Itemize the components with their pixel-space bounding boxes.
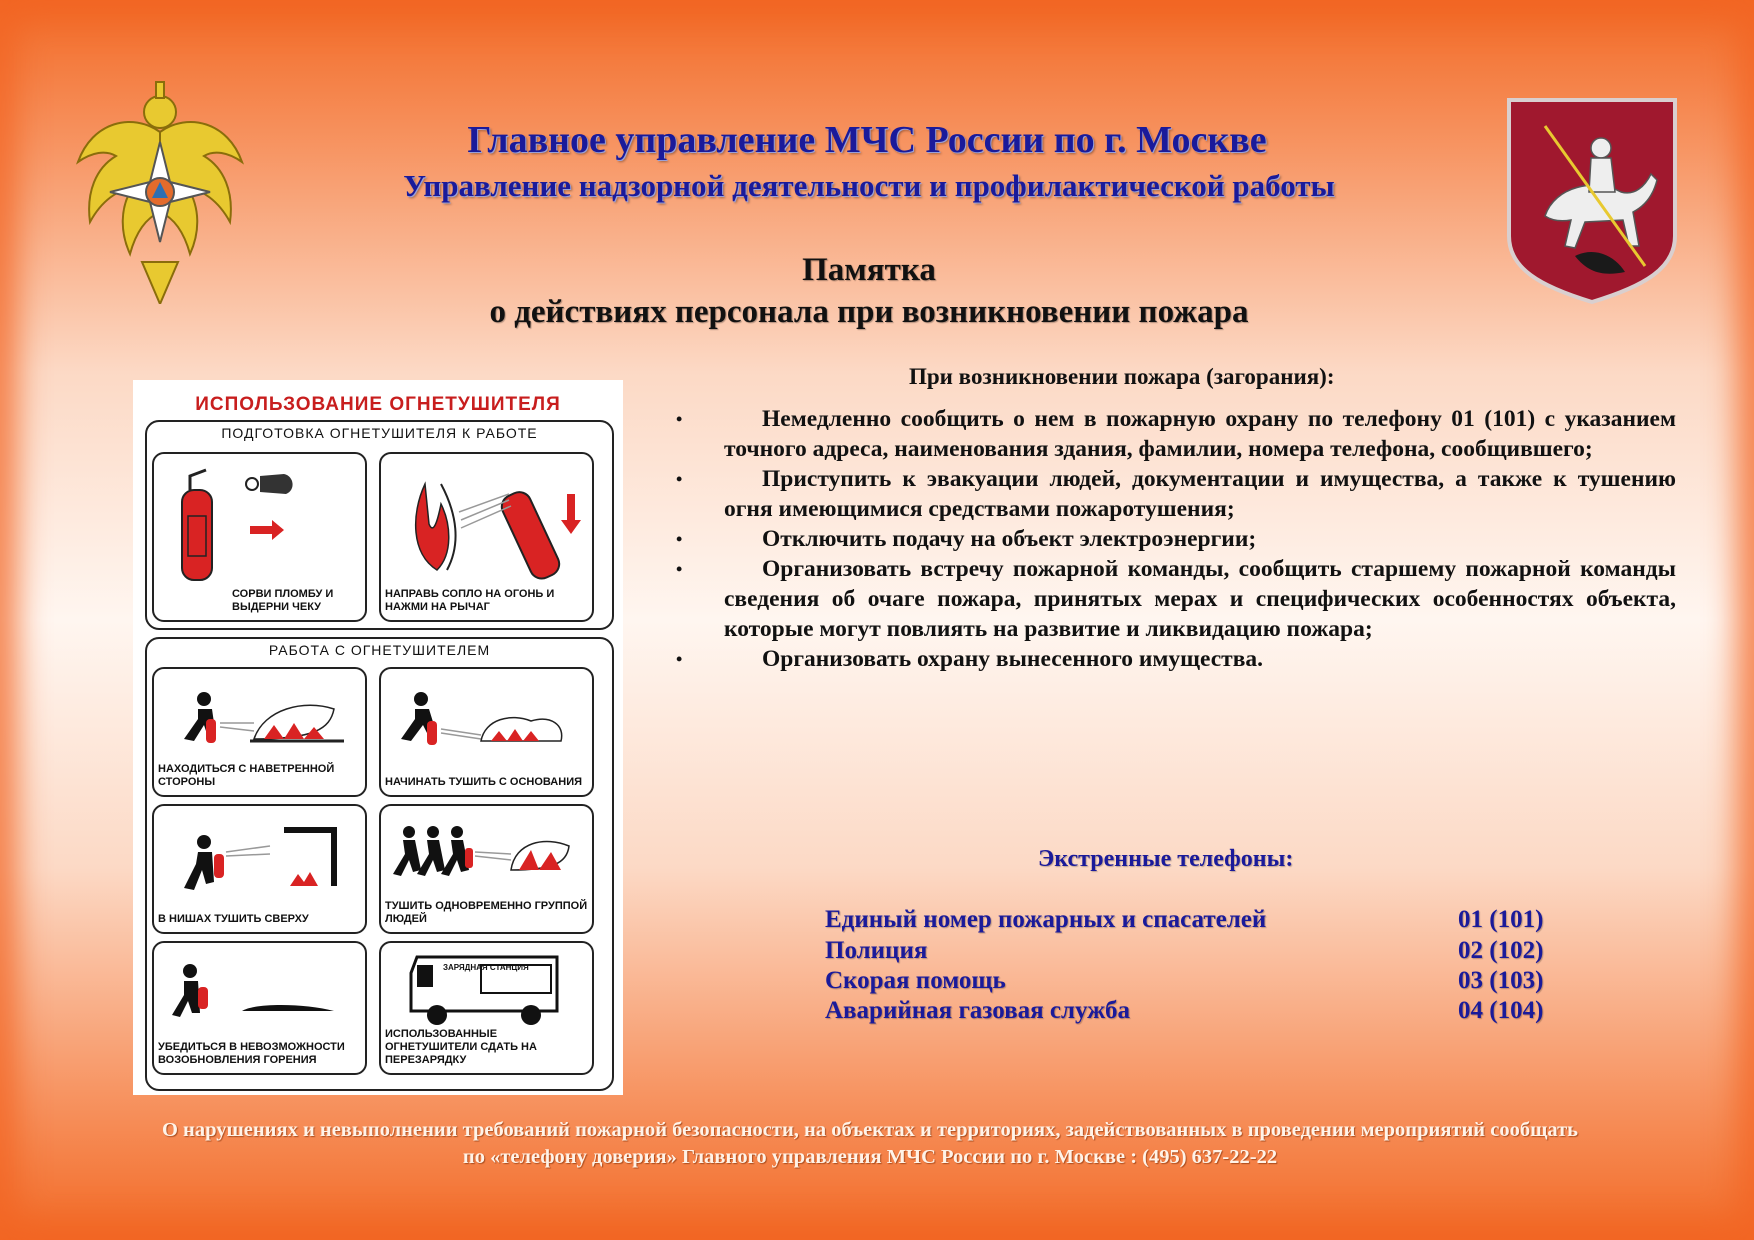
emergency-phone-number: 01 (101) [1458, 906, 1544, 933]
poster-cell-caption: ИСПОЛЬЗОВАННЫЕ ОГНЕТУШИТЕЛИ СДАТЬ НА ПЕРЕЗАРЯДКУ [385, 1028, 537, 1066]
list-item: • Организовать встречу пожарной команды, сообщить старшему пожарной команды сведения об очаге пожара, принятых мерах и специфических особенностях объекта, которые могут повлиять на развитие и ликвидацию пожара; [680, 554, 1676, 644]
header-title: Главное управление МЧС России по г. Москве [467, 119, 1267, 161]
poster-cell-base [379, 667, 594, 797]
emergency-service-name: Аварийная газовая служба [825, 997, 1130, 1024]
instructions-intro: При возникновении пожара (загорания): [909, 364, 1335, 389]
list-item: • Немедленно сообщить о нем в пожарную охрану по телефону 01 (101) с указанием точного адреса, наименования здания, фамилии, номера телефона, сообщившего; [680, 404, 1676, 464]
poster-cell-caption: НАПРАВЬ СОПЛО НА ОГОНЬ И НАЖМИ НА РЫЧАГ [385, 588, 555, 613]
poster-cell-caption: НАЧИНАТЬ ТУШИТЬ С ОСНОВАНИЯ [385, 776, 583, 788]
extinguisher-poster [133, 380, 623, 1095]
emergency-phone-number: 04 (104) [1458, 997, 1544, 1024]
memo-subtitle: о действиях персонала при возникновении пожара [489, 294, 1249, 330]
instructions-list [680, 404, 1676, 674]
poster-cell-caption: НАХОДИТЬСЯ С НАВЕТРЕННОЙ СТОРОНЫ [158, 763, 335, 788]
poster-cell-niche [152, 804, 367, 934]
poster-cell-remove-pin [152, 452, 367, 622]
footer-hotline-notice: О нарушениях и невыполнении требований пожарной безопасности, на объектах и территориях, задействованных в проведении мероприятий сообщать по «телефону доверия» Главного управления МЧС России по г. Москве : (495) 637-22-22 [161, 1119, 1579, 1168]
poster-cell-caption: СОРВИ ПЛОМБУ И ВЫДЕРНИ ЧЕКУ [232, 588, 334, 613]
poster-cell-group [379, 804, 594, 934]
poster-title: ИСПОЛЬЗОВАНИЕ ОГНЕТУШИТЕЛЯ [195, 394, 561, 415]
poster-cell-caption: ТУШИТЬ ОДНОВРЕМЕННО ГРУППОЙ ЛЮДЕЙ [385, 900, 588, 925]
emergency-title: Экстренные телефоны: [1038, 846, 1294, 872]
emergency-row [825, 906, 1565, 936]
emergency-row [825, 967, 1565, 997]
emergency-phone-number: 03 (103) [1458, 967, 1544, 994]
poster-cell-caption: В НИШАХ ТУШИТЬ СВЕРХУ [158, 913, 309, 925]
poster-cell-aim-nozzle [379, 452, 594, 622]
emergency-service-name: Скорая помощь [825, 967, 1006, 994]
poster-cell-check [152, 941, 367, 1075]
list-item: • Организовать охрану вынесенного имущества. [680, 644, 1676, 674]
emergency-service-name: Единый номер пожарных и спасателей [825, 906, 1267, 933]
poster-cell-caption: УБЕДИТЬСЯ В НЕВОЗМОЖНОСТИ ВОЗОБНОВЛЕНИЯ ГОРЕНИЯ [158, 1041, 345, 1066]
list-item: • Отключить подачу на объект электроэнергии; [680, 524, 1676, 554]
emergency-row [825, 937, 1565, 967]
emergency-service-name: Полиция [825, 937, 928, 964]
poster-cell-windward [152, 667, 367, 797]
emergency-phone-number: 02 (102) [1458, 937, 1544, 964]
poster-cell-recharge [379, 941, 594, 1075]
memo-title: Памятка [802, 252, 936, 288]
poster-group-title: РАБОТА С ОГНЕТУШИТЕЛЕМ [268, 642, 491, 658]
station-label: ЗАРЯДНАЯ СТАНЦИЯ [443, 963, 529, 972]
list-item: • Приступить к эвакуации людей, документации и имущества, а также к тушению огня имеющимися средствами пожаротушения; [680, 464, 1676, 524]
poster-group-title: ПОДГОТОВКА ОГНЕТУШИТЕЛЯ К РАБОТЕ [221, 425, 538, 441]
emergency-row [825, 997, 1565, 1027]
header-subtitle: Управление надзорной деятельности и профилактической работы [403, 168, 1335, 203]
